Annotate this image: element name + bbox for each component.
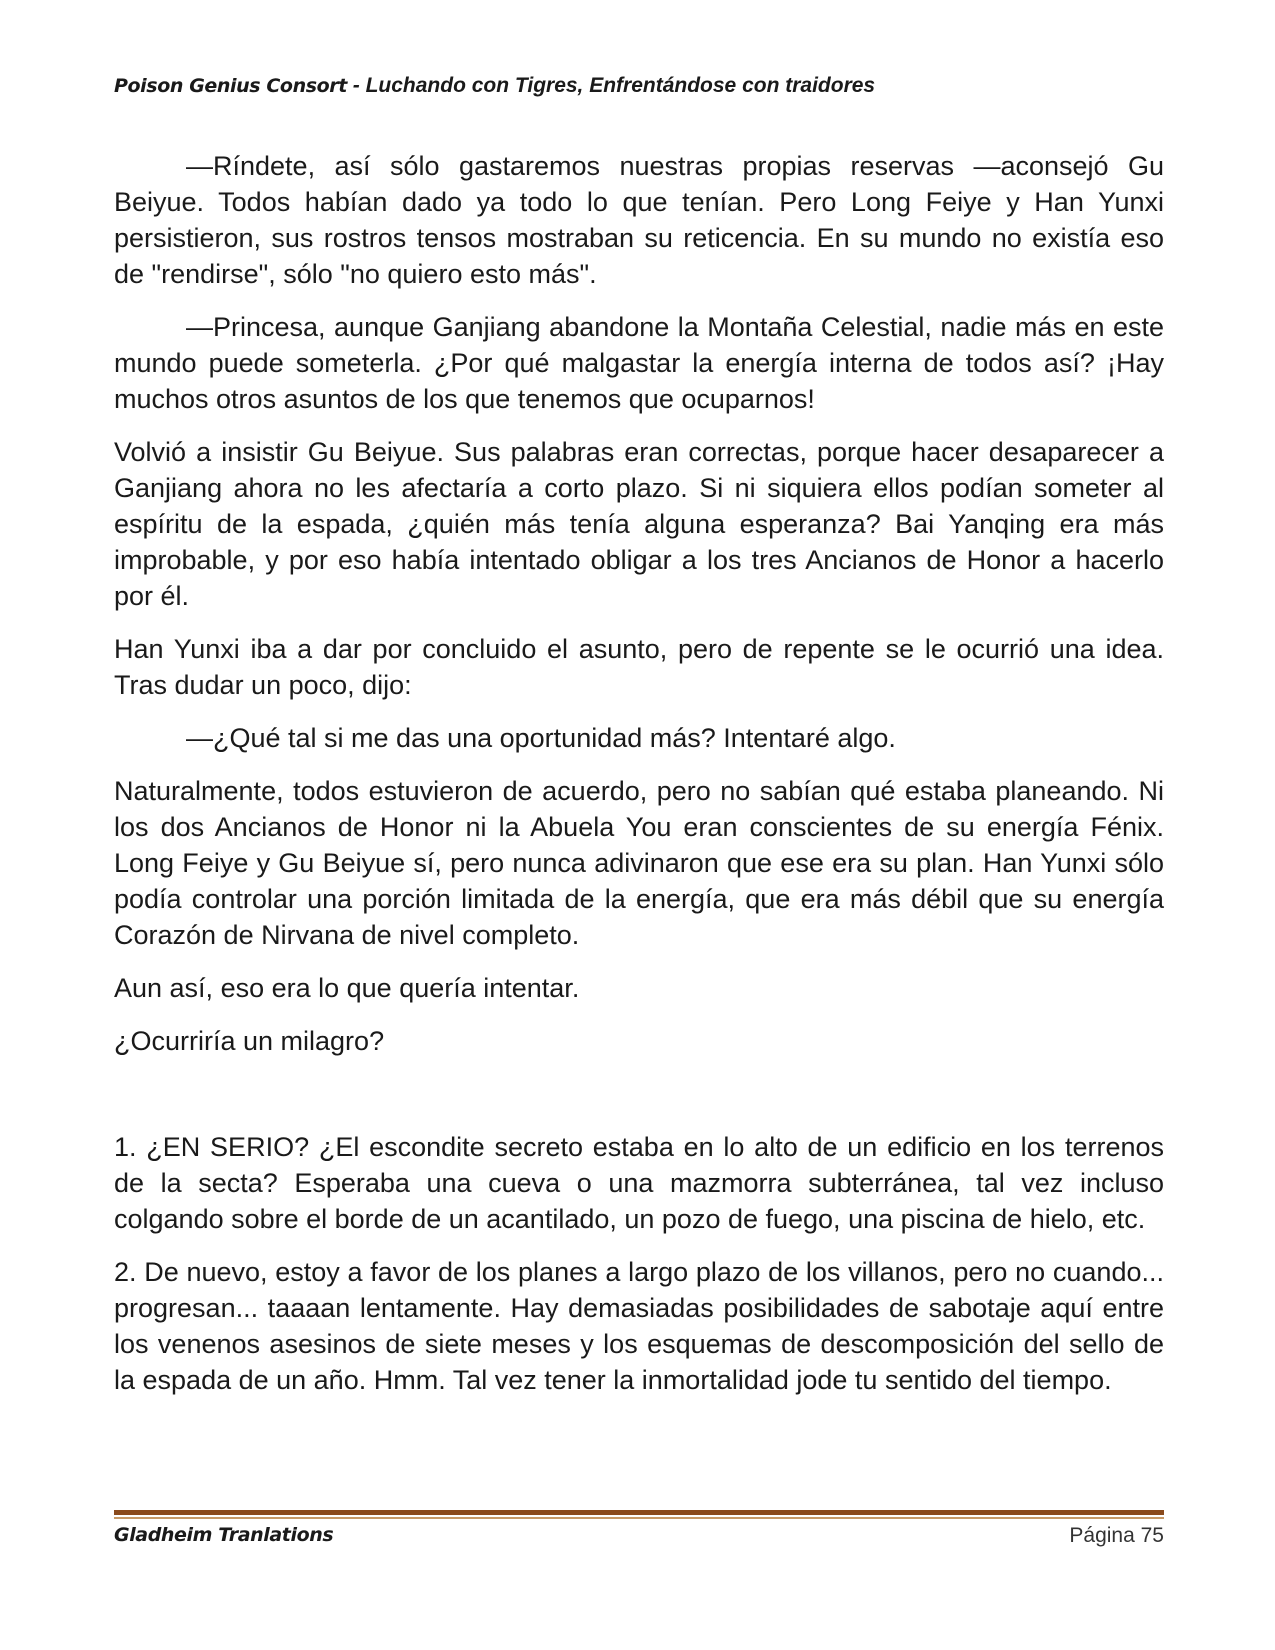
footer-translator: Gladheim Tranlations bbox=[114, 1524, 334, 1546]
footer-divider-thin bbox=[114, 1517, 1164, 1519]
header-separator: - bbox=[346, 74, 366, 97]
page-header bbox=[114, 74, 1164, 98]
paragraph: Aun así, eso era lo que quería intentar. bbox=[114, 973, 580, 1003]
paragraph: Han Yunxi iba a dar por concluido el asunto, pero de repente se le ocurrió una idea. Tras dudar un poco, dijo: bbox=[114, 634, 1164, 700]
paragraph: Volvió a insistir Gu Beiyue. Sus palabras eran correctas, porque hacer desaparecer a Ganjiang ahora no les afectaría a corto plazo. Si ni siquiera ellos podían someter al espíritu de la espada, ¿quién más tenía alguna esperanza? Bai Yanqing era más improbable, y por eso había intentado obligar a los tres Ancianos de Honor a hacerlo por él. bbox=[114, 437, 1164, 611]
paragraph: —Princesa, aunque Ganjiang abandone la Montaña Celestial, nadie más en este mundo puede someterla. ¿Por qué malgastar la energía interna de todos así? ¡Hay muchos otros asuntos de los que tenemos que ocuparnos! bbox=[114, 312, 1164, 414]
paragraph: Naturalmente, todos estuvieron de acuerdo, pero no sabían qué estaba planeando. Ni los dos Ancianos de Honor ni la Abuela You eran conscientes de su energía Fénix. Long Feiye y Gu Beiyue sí, pero nunca adivinaron que ese era su plan. Han Yunxi sólo podía controlar una porción limitada de la energía, que era más débil que su energía Corazón de Nirvana de nivel completo. bbox=[114, 776, 1164, 950]
page-body bbox=[114, 148, 1164, 1415]
translator-note: 1. ¿EN SERIO? ¿El escondite secreto estaba en lo alto de un edificio en los terrenos de la secta? Esperaba una cueva o una mazmorra subterránea, tal vez incluso colgando sobre el borde de un acantilado, un pozo de fuego, una piscina de hielo, etc. bbox=[114, 1132, 1164, 1234]
footer-divider-thick bbox=[114, 1510, 1164, 1515]
section-spacer bbox=[114, 1076, 1164, 1129]
footer-divider bbox=[114, 1510, 1164, 1519]
paragraph: —Ríndete, así sólo gastaremos nuestras propias reservas —aconsejó Gu Beiyue. Todos habían dado ya todo lo que tenían. Pero Long Feiye y Han Yunxi persistieron, sus rostros tensos mostraban su reticencia. En su mundo no existía eso de "rendirse", sólo "no quiero esto más". bbox=[114, 151, 1164, 289]
chapter-title: Luchando con Tigres, Enfrentándose con traidores bbox=[365, 74, 876, 97]
book-title: Poison Genius Consort bbox=[114, 75, 347, 97]
translator-note: 2. De nuevo, estoy a favor de los planes a largo plazo de los villanos, pero no cuando... progresan... taaaan lentamente. Hay demasiadas posibilidades de sabotaje aquí entre los venenos asesinos de siete meses y los esquemas de descomposición del sello de la espada de un año. Hmm. Tal vez tener la inmortalidad jode tu sentido del tiempo. bbox=[114, 1257, 1164, 1395]
paragraph: ¿Ocurriría un milagro? bbox=[114, 1026, 385, 1056]
paragraph: —¿Qué tal si me das una oportunidad más? Intentaré algo. bbox=[186, 723, 896, 753]
page-number: Página 75 bbox=[1069, 1524, 1164, 1547]
